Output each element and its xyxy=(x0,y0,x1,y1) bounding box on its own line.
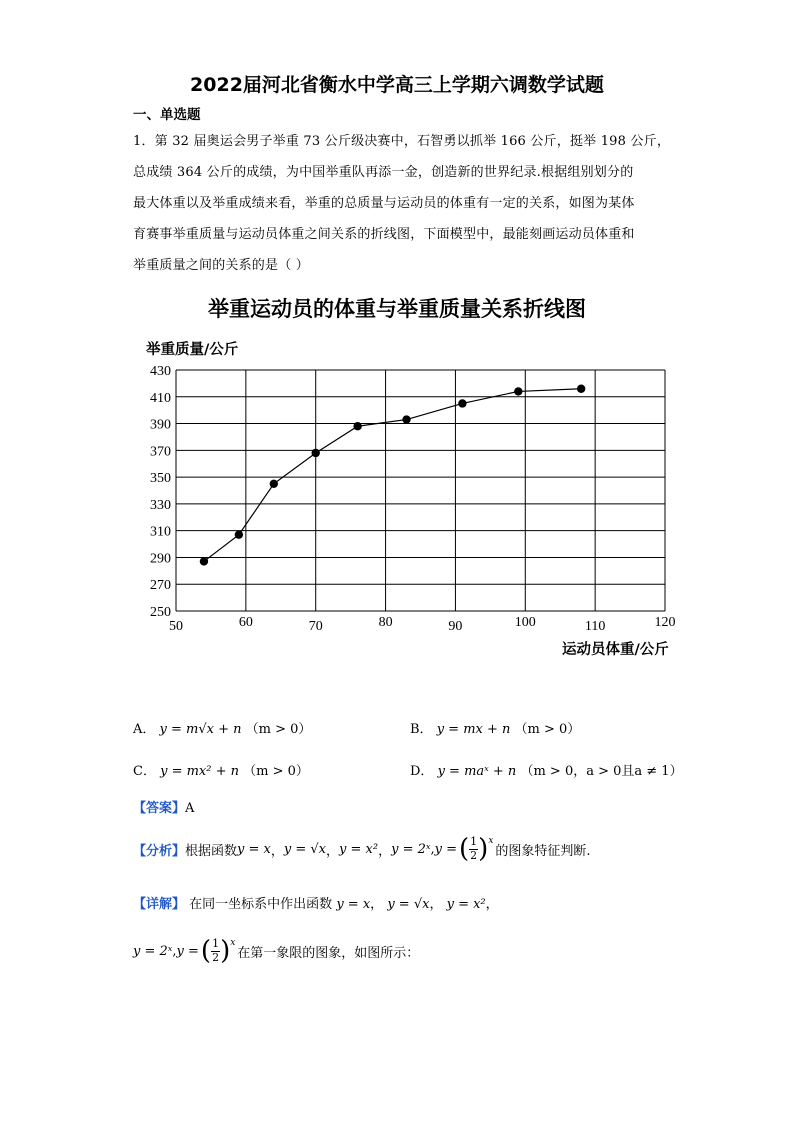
y-tick-label: 370 xyxy=(150,444,171,460)
analysis-frac-num: 1 xyxy=(470,835,478,849)
option-d-letter: D． xyxy=(410,764,434,779)
option-b[interactable] xyxy=(410,718,580,737)
question-line-2: 总成绩 364 公斤的成绩，为中国举重队再添一金，创造新的世界纪录.根据组别划分的 xyxy=(133,165,634,180)
series-line xyxy=(204,389,581,562)
question-line-1: 1．第 32 届奥运会男子举重 73 公斤级决赛中，石智勇以抓举 166 公斤，挺举 198 公斤， xyxy=(133,134,671,149)
detail-frac-den: 2 xyxy=(212,950,220,964)
option-b-expr: y = mx + n xyxy=(436,722,511,737)
question-line-4: 育赛事举重质量与运动员体重之间关系的折线图，下面模型中，最能刻画运动员体重和 xyxy=(133,227,635,242)
chart-title: 举重运动员的体重与举重质量关系折线图 xyxy=(208,296,586,321)
analysis-f4: y = 2ˣ xyxy=(391,841,431,857)
option-a-expr: y = m√x + n xyxy=(159,722,242,737)
chart-x-axis-label: 运动员体重/公斤 xyxy=(562,642,669,658)
y-tick-label: 290 xyxy=(150,551,171,567)
y-tick-label: 250 xyxy=(150,605,171,620)
data-point xyxy=(402,415,410,423)
analysis-f1: y = x xyxy=(237,841,271,857)
data-point xyxy=(577,385,585,393)
x-tick-label: 120 xyxy=(654,615,676,630)
y-tick-label: 430 xyxy=(150,364,171,379)
y-tick-label: 310 xyxy=(150,524,171,540)
chart-y-axis-label: 举重质量/公斤 xyxy=(146,342,239,358)
section-heading: 一、单选题 xyxy=(133,107,201,123)
answer-line xyxy=(133,797,194,816)
analysis-f5-prefix: y = xyxy=(434,841,457,857)
detail-text-pre: 在同一坐标系中作出函数 xyxy=(189,897,333,912)
option-c-letter: C． xyxy=(133,764,156,779)
analysis-line: 【分析】 根据函数 y = x ， y = √x ， y = x² ， y = 2ˣ , y = ( 1 2 ) $^x$ 的图象特征判断. xyxy=(133,834,591,864)
option-a[interactable] xyxy=(133,718,311,737)
x-tick-label: 90 xyxy=(448,619,463,634)
analysis-frac-den: 2 xyxy=(470,848,478,862)
detail-f1: y = x xyxy=(336,897,371,912)
answer-tag: 【答案】 xyxy=(133,801,186,816)
x-tick-label: 60 xyxy=(238,615,253,630)
y-tick-label: 330 xyxy=(150,497,171,513)
x-tick-label: 50 xyxy=(169,619,183,634)
answer-value: A xyxy=(185,801,195,816)
x-tick-label: 80 xyxy=(378,615,393,630)
detail-f3: y = x² xyxy=(446,897,486,912)
y-tick-label: 410 xyxy=(150,390,171,406)
analysis-text-post: 的图象特征判断. xyxy=(495,843,591,859)
analysis-fraction-power: ( 1 2 ) $^x$ xyxy=(459,834,494,864)
option-d-condition: （m > 0，a > 0且a ≠ 1） xyxy=(520,764,683,779)
detail-text-post: 在第一象限的图象，如图所示： xyxy=(237,945,420,961)
detail-line-1: 【详解】 在同一坐标系中作出函数 y = x， y = √x， y = x²， xyxy=(133,897,499,912)
data-point xyxy=(458,399,466,407)
detail-tag: 【详解】 xyxy=(133,897,186,912)
data-point xyxy=(353,422,361,430)
analysis-tag: 【分析】 xyxy=(133,843,186,859)
option-c-condition: （m > 0） xyxy=(243,764,309,779)
question-line-3: 最大体重以及举重成绩来看，举重的总质量与运动员的体重有一定的关系，如图为某体 xyxy=(133,196,635,211)
detail-line-2: y = 2ˣ , y = ( 1 2 ) $^x$ 在第一象限的图象，如图所示： xyxy=(133,936,420,966)
option-c[interactable] xyxy=(133,760,309,779)
option-a-letter: A． xyxy=(133,722,156,737)
analysis-text-pre: 根据函数 xyxy=(185,843,238,859)
data-point xyxy=(270,480,278,488)
data-point xyxy=(312,449,320,457)
y-tick-label: 270 xyxy=(150,578,171,594)
line-chart xyxy=(140,362,680,637)
data-point xyxy=(235,530,243,538)
detail-fraction-power: ( 1 2 ) $^x$ xyxy=(200,936,236,966)
option-c-expr: y = mx² + n xyxy=(160,764,239,779)
detail-f4: y = 2ˣ xyxy=(133,943,173,959)
x-tick-label: 100 xyxy=(514,615,536,630)
option-d[interactable] xyxy=(410,760,683,779)
detail-f5-prefix: y = xyxy=(176,943,199,959)
page-title: 2022届河北省衡水中学高三上学期六调数学试题 xyxy=(190,74,604,96)
analysis-f2: y = √x xyxy=(283,841,327,857)
detail-exp: x xyxy=(230,938,236,948)
option-b-letter: B． xyxy=(410,722,433,737)
option-b-condition: （m > 0） xyxy=(514,722,581,737)
x-tick-label: 110 xyxy=(584,619,606,634)
detail-frac-num: 1 xyxy=(212,937,220,951)
question-line-5: 举重质量之间的关系的是（ ） xyxy=(133,258,309,273)
data-point xyxy=(200,557,208,565)
y-tick-label: 350 xyxy=(150,471,171,487)
option-a-condition: （m > 0） xyxy=(245,722,312,737)
detail-f2: y = √x xyxy=(387,897,430,912)
y-tick-label: 390 xyxy=(150,417,171,433)
option-d-expr: y = maˣ + n xyxy=(437,764,517,779)
analysis-f3: y = x² xyxy=(339,841,379,857)
x-tick-label: 70 xyxy=(308,619,323,634)
data-point xyxy=(514,387,522,395)
analysis-exp: x xyxy=(488,836,494,846)
